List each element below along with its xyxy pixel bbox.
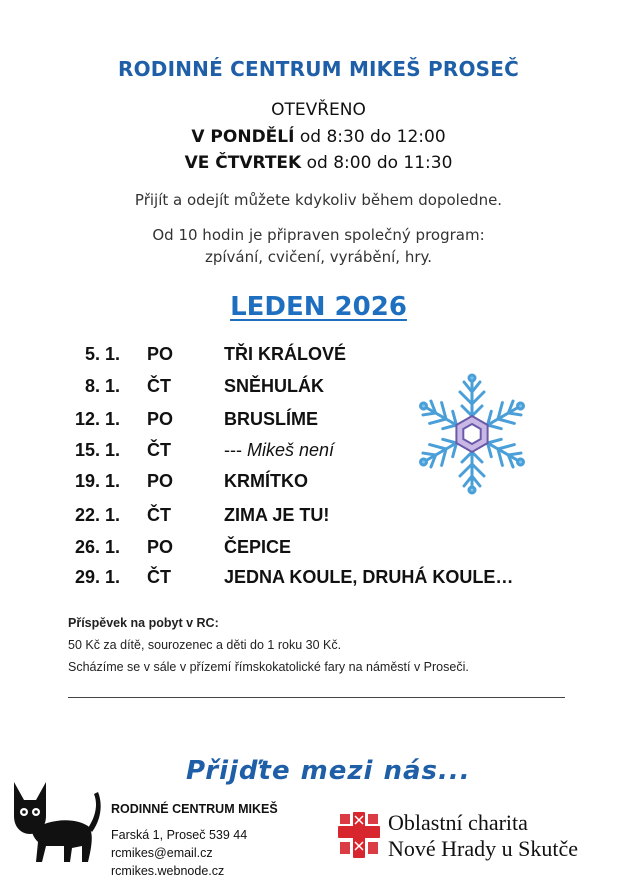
centre-web: rcmikes.webnode.cz (111, 864, 225, 878)
black-cat-icon (2, 776, 102, 868)
caritas-cross-icon (336, 810, 382, 860)
schedule-date: 8. 1. (84, 376, 120, 396)
schedule-date: 12. 1. (74, 409, 120, 429)
note-arrival: Přijít a odejít můžete kdykoliv během dopoledne. (134, 191, 503, 209)
centre-address: Farská 1, Proseč 539 44 (111, 828, 248, 842)
thursday-hours (0, 153, 637, 173)
divider (68, 697, 565, 698)
contribution-block (68, 612, 469, 678)
charity-name-line1: Oblastní charita (388, 810, 528, 835)
schedule-day: ČT (147, 376, 171, 396)
note-activities: zpívání, cvičení, vyrábění, hry. (204, 248, 433, 266)
snowflake-icon (405, 372, 539, 496)
schedule-activity: SNĚHULÁK (224, 376, 325, 396)
centre-name: RODINNÉ CENTRUM MIKEŠ (111, 802, 278, 816)
schedule-activity: KRMÍTKO (224, 471, 308, 491)
schedule-activity: BRUSLÍME (224, 409, 318, 429)
monday-hours (0, 127, 637, 147)
schedule-day: PO (147, 471, 174, 491)
schedule-day: PO (147, 409, 174, 429)
schedule-date: 26. 1. (74, 537, 120, 557)
schedule-day: PO (147, 344, 174, 364)
note-program: Od 10 hodin je připraven společný program: (152, 226, 485, 244)
schedule-activity: ČEPICE (224, 537, 292, 557)
monday-time: od 8:30 do 12:00 (299, 127, 446, 147)
schedule-date: 5. 1. (84, 344, 120, 364)
contribution-price: 50 Kč za dítě, sourozenec a děti do 1 roku 30 Kč. (68, 638, 342, 652)
centre-email: rcmikes@email.cz (111, 846, 213, 860)
schedule-activity (224, 440, 334, 461)
schedule-day: ČT (147, 440, 171, 460)
open-label: OTEVŘENO (271, 100, 366, 120)
charity-name-line2: Nové Hrady u Skutče (388, 836, 579, 861)
month-heading: LEDEN 2026 (230, 292, 407, 322)
schedule-date: 15. 1. (74, 440, 120, 460)
schedule-date: 29. 1. (74, 567, 120, 587)
schedule-date: 19. 1. (74, 471, 120, 491)
schedule-date: 22. 1. (74, 505, 120, 525)
schedule-day: ČT (147, 567, 171, 587)
page-title: RODINNÉ CENTRUM MIKEŠ PROSEČ (117, 57, 520, 81)
schedule-day: PO (147, 537, 174, 557)
schedule-activity-note: Mikeš není (247, 440, 335, 460)
monday-day: V PONDĚLÍ (191, 127, 295, 147)
schedule-activity: TŘI KRÁLOVÉ (224, 344, 347, 364)
slogan: Přijďte mezi nás... (186, 756, 471, 786)
schedule-activity-prefix: --- (224, 440, 242, 460)
thursday-day: VE ČTVRTEK (184, 153, 302, 173)
schedule-activity: ZIMA JE TU! (224, 505, 330, 525)
thursday-time: od 8:00 do 11:30 (306, 153, 453, 173)
centre-contact (111, 800, 278, 880)
charity-name (388, 810, 578, 862)
schedule-activity: JEDNA KOULE, DRUHÁ KOULE… (224, 567, 514, 587)
schedule-day: ČT (147, 505, 171, 525)
contribution-location: Scházíme se v sále v přízemí římskokatolické fary na náměstí v Proseči. (68, 660, 469, 674)
contribution-heading: Příspěvek na pobyt v RC: (68, 616, 219, 630)
